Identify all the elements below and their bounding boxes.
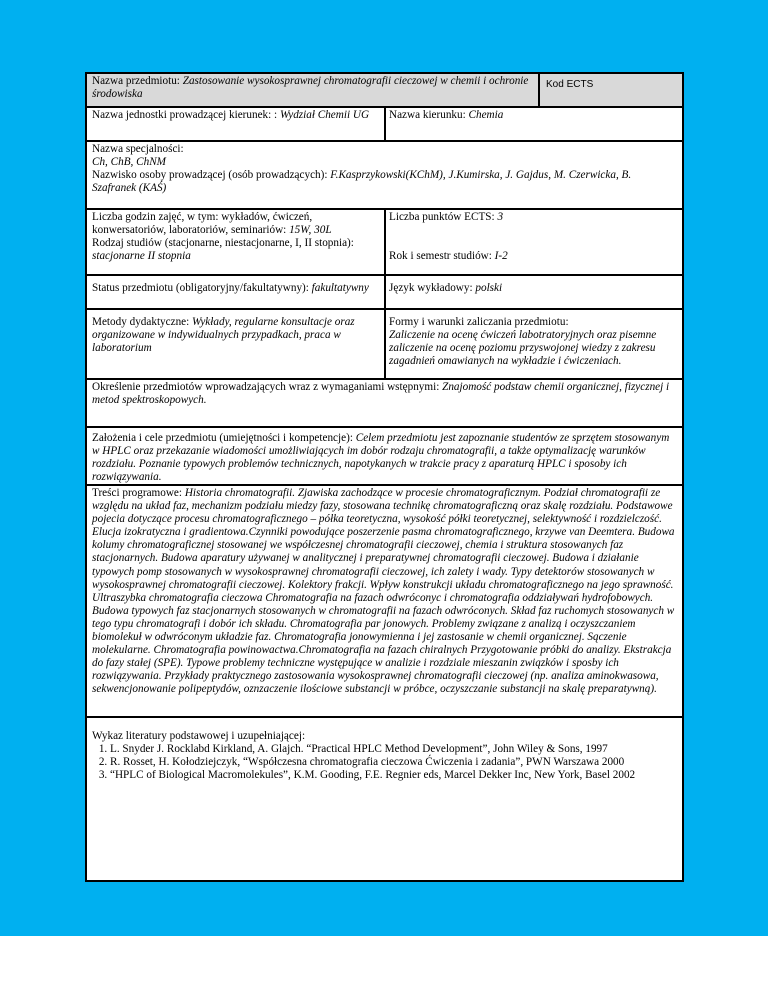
specialty-label: Nazwa specjalności:: [92, 143, 184, 155]
literature-label: Wykaz literatury podstawowej i uzupełniającej:: [92, 730, 306, 742]
field-cell: [385, 107, 683, 141]
syllabus-document: [85, 72, 684, 882]
goals-label: Założenia i cele przedmiotu (umiejętności i kompetencje):: [92, 432, 356, 444]
status-label: Status przedmiotu (obligatoryjny/fakultatywny):: [92, 282, 312, 294]
prerequisites-cell: [86, 379, 683, 427]
methods-cell: [86, 309, 385, 379]
year-semester-value: I-2: [494, 250, 508, 262]
unit-value: Wydział Chemii UG: [279, 109, 370, 121]
hours-label: Liczba godzin zajęć, w tym: wykładów, ćwiczeń, konwersatoriów, laboratoriów, seminariów:: [92, 211, 313, 237]
status-cell: [86, 275, 385, 309]
field-label: Nazwa kierunku:: [389, 109, 469, 121]
unit-label: Nazwa jednostki prowadzącej kierunek: :: [92, 109, 280, 121]
instructors-value: F.Kasprzykowski(KChM), J.Kumirska, J. Gajdus, M. Czerwicka, B. Szafranek (KAŚ): [92, 169, 632, 195]
literature-cell: [86, 717, 683, 881]
methods-value: Wykłady, regularne konsultacje oraz organizowane w indywidualnych przypadkach, praca w laboratorium: [92, 316, 355, 355]
course-name-label: Nazwa przedmiotu:: [92, 75, 183, 87]
program-value: Historia chromatografii. Zjawiska zachodzące w procesie chromatograficznym. Podział chromatografii ze względu na układ faz, mechanizm podziału miedzy fazy, stosowana technikę chromatograficzną oraz skalę rozdziału. Podstawowe pojecia dotyczące procesu chromatograficznego – półka teoretyczna, wysokość półki teoretycznej, selektywność i rozdzielczość. Elucja izokratyczna i gradientowa.Czynniki powodujące poszerzenie pasma chromatograficznego, krzywe van Deemtera. Budowa kolumy chromatograficznej stosowanej we współczesnej chromatografii cieczowej, chemia i struktura stosowanych faz stacjonarnych. Budowa aparatury używanej w analitycznej i preparatywnej chromatografii cieczowej. Budowa i działanie typowych pomp stosowanych w wysokosprawnej chromatografii cieczowej, ich zalety i wady. Typy detektorów stosowanych w wysokosprawnej chromatografii cieczowej. Kolektory frakcji. Wpływ konstrukcji układu chromatograficznego na jego sprawność. Ultraszybka chromatografia cieczowa Chromatografia na fazach odwróconyc i chromatografia oddziaływań hydrofobowych. Budowa typowych faz stacjonarnych stosowanych w chromatografii na fazach odwróconych. Skład faz ruchomych stosowanych w tego typu chromatografi i dobór ich składu. Chromatografia par jonowych. Problemy związane z analizą i oczyszczaniem biomolekuł w odwróconym układzie faz. Chromatografia jonowymienna i jej zastosanie w chemii organicznej. Sączenie molekularne. Chromatografia powinowactwa.Chromatografia na fazach chiralnych Przygotowanie próbki do analizy. Ekstrakcja do fazy stałej (SPE). Typowe problemy techniczne występujące w analizie i rozdziale mieszanin związków i sposby ich rozwiązywania. Przykłady praktycznego zastosowania wysokosprawnej chromatografii cieczowej (np. analiza aminokwasowa, sekwencjonowanie polipeptydów, oznzaczenie ilościowe substancji w próbce, oczyszczanie substancji na skalę preparatywną).: [92, 487, 675, 696]
literature-item: 2. R. Rosset, H. Kołodziejczyk, “Współczesna chromatografia cieczowa Ćwiczenia i zadania”, PWN Warszawa 2000: [110, 756, 680, 769]
prerequisites-label: Określenie przedmiotów wprowadzających wraz z wymaganiami wstępnymi:: [92, 381, 443, 393]
course-name-value: Zastosowanie wysokosprawnej chromatografii cieczowej w chemii i ochronie środowiska: [92, 75, 529, 101]
literature-item: 1. L. Snyder J. Rocklabd Kirkland, A. Glajch. “Practical HPLC Method Development”, John Wiley & Sons, 1997: [110, 743, 680, 756]
methods-label: Metody dydaktyczne:: [92, 316, 193, 328]
language-label: Język wykładowy:: [389, 282, 476, 294]
ects-code-label: Kod ECTS: [546, 79, 594, 90]
literature-list: [92, 743, 680, 782]
literature-item: 3. “HPLC of Biological Macromolekules”, K.M. Gooding, F.E. Regnier eds, Marcel Dekker Inc, New York, Basel 2002: [110, 769, 680, 782]
unit-cell: [86, 107, 385, 141]
language-cell: [385, 275, 683, 309]
program-cell: [86, 485, 683, 717]
ects-year-cell: [385, 209, 683, 275]
specialty-instructors-cell: [86, 141, 683, 209]
hours-value: 15W, 30L: [289, 224, 332, 237]
assessment-cell: [385, 309, 683, 379]
specialty-value: Ch, ChB, ChNM: [92, 156, 166, 169]
study-type-value: stacjonarne II stopnia: [92, 250, 191, 263]
goals-value: Celem przedmiotu jest zapoznanie studentów ze sprzętem stosowanym w HPLC oraz przekazanie wiadomości umożliwiających im dobór rodzaju chromatografii, a także optymalizację warunków rozdziału. Poznanie typowych problemów technicznych, napotykanych w trakcie pracy z aparaturą HPLC i sposoby ich rozwiązywania.: [92, 432, 670, 484]
ects-points-label: Liczba punktów ECTS:: [389, 211, 498, 223]
status-value: fakultatywny: [311, 282, 369, 294]
assessment-label: Formy i warunki zaliczania przedmiotu:: [389, 316, 569, 328]
language-value: polski: [475, 282, 503, 294]
goals-cell: [86, 427, 683, 485]
study-type-label: Rodzaj studiów (stacjonarne, niestacjonarne, I, II stopnia):: [92, 237, 354, 250]
ects-points-value: 3: [497, 211, 504, 223]
ects-code-cell: [539, 73, 683, 107]
instructors-label: Nazwisko osoby prowadzącej (osób prowadzących):: [92, 169, 331, 182]
year-semester-label: Rok i semestr studiów:: [389, 250, 495, 262]
hours-studytype-cell: [86, 209, 385, 275]
assessment-value: Zaliczenie na ocenę ćwiczeń labotratoryjnych oraz pisemne zaliczenie na ocenę poziomu przyswojonej wiedzy z zakresu zagadnień omawianych na wykładzie i ćwiczeniach.: [389, 329, 657, 368]
prerequisites-value: Znajomość podstaw chemii organicznej, fizycznej i metod spektroskopowych.: [92, 381, 670, 407]
course-name-cell: [86, 73, 539, 107]
program-label: Treści programowe:: [92, 487, 185, 499]
field-value: Chemia: [468, 109, 504, 121]
